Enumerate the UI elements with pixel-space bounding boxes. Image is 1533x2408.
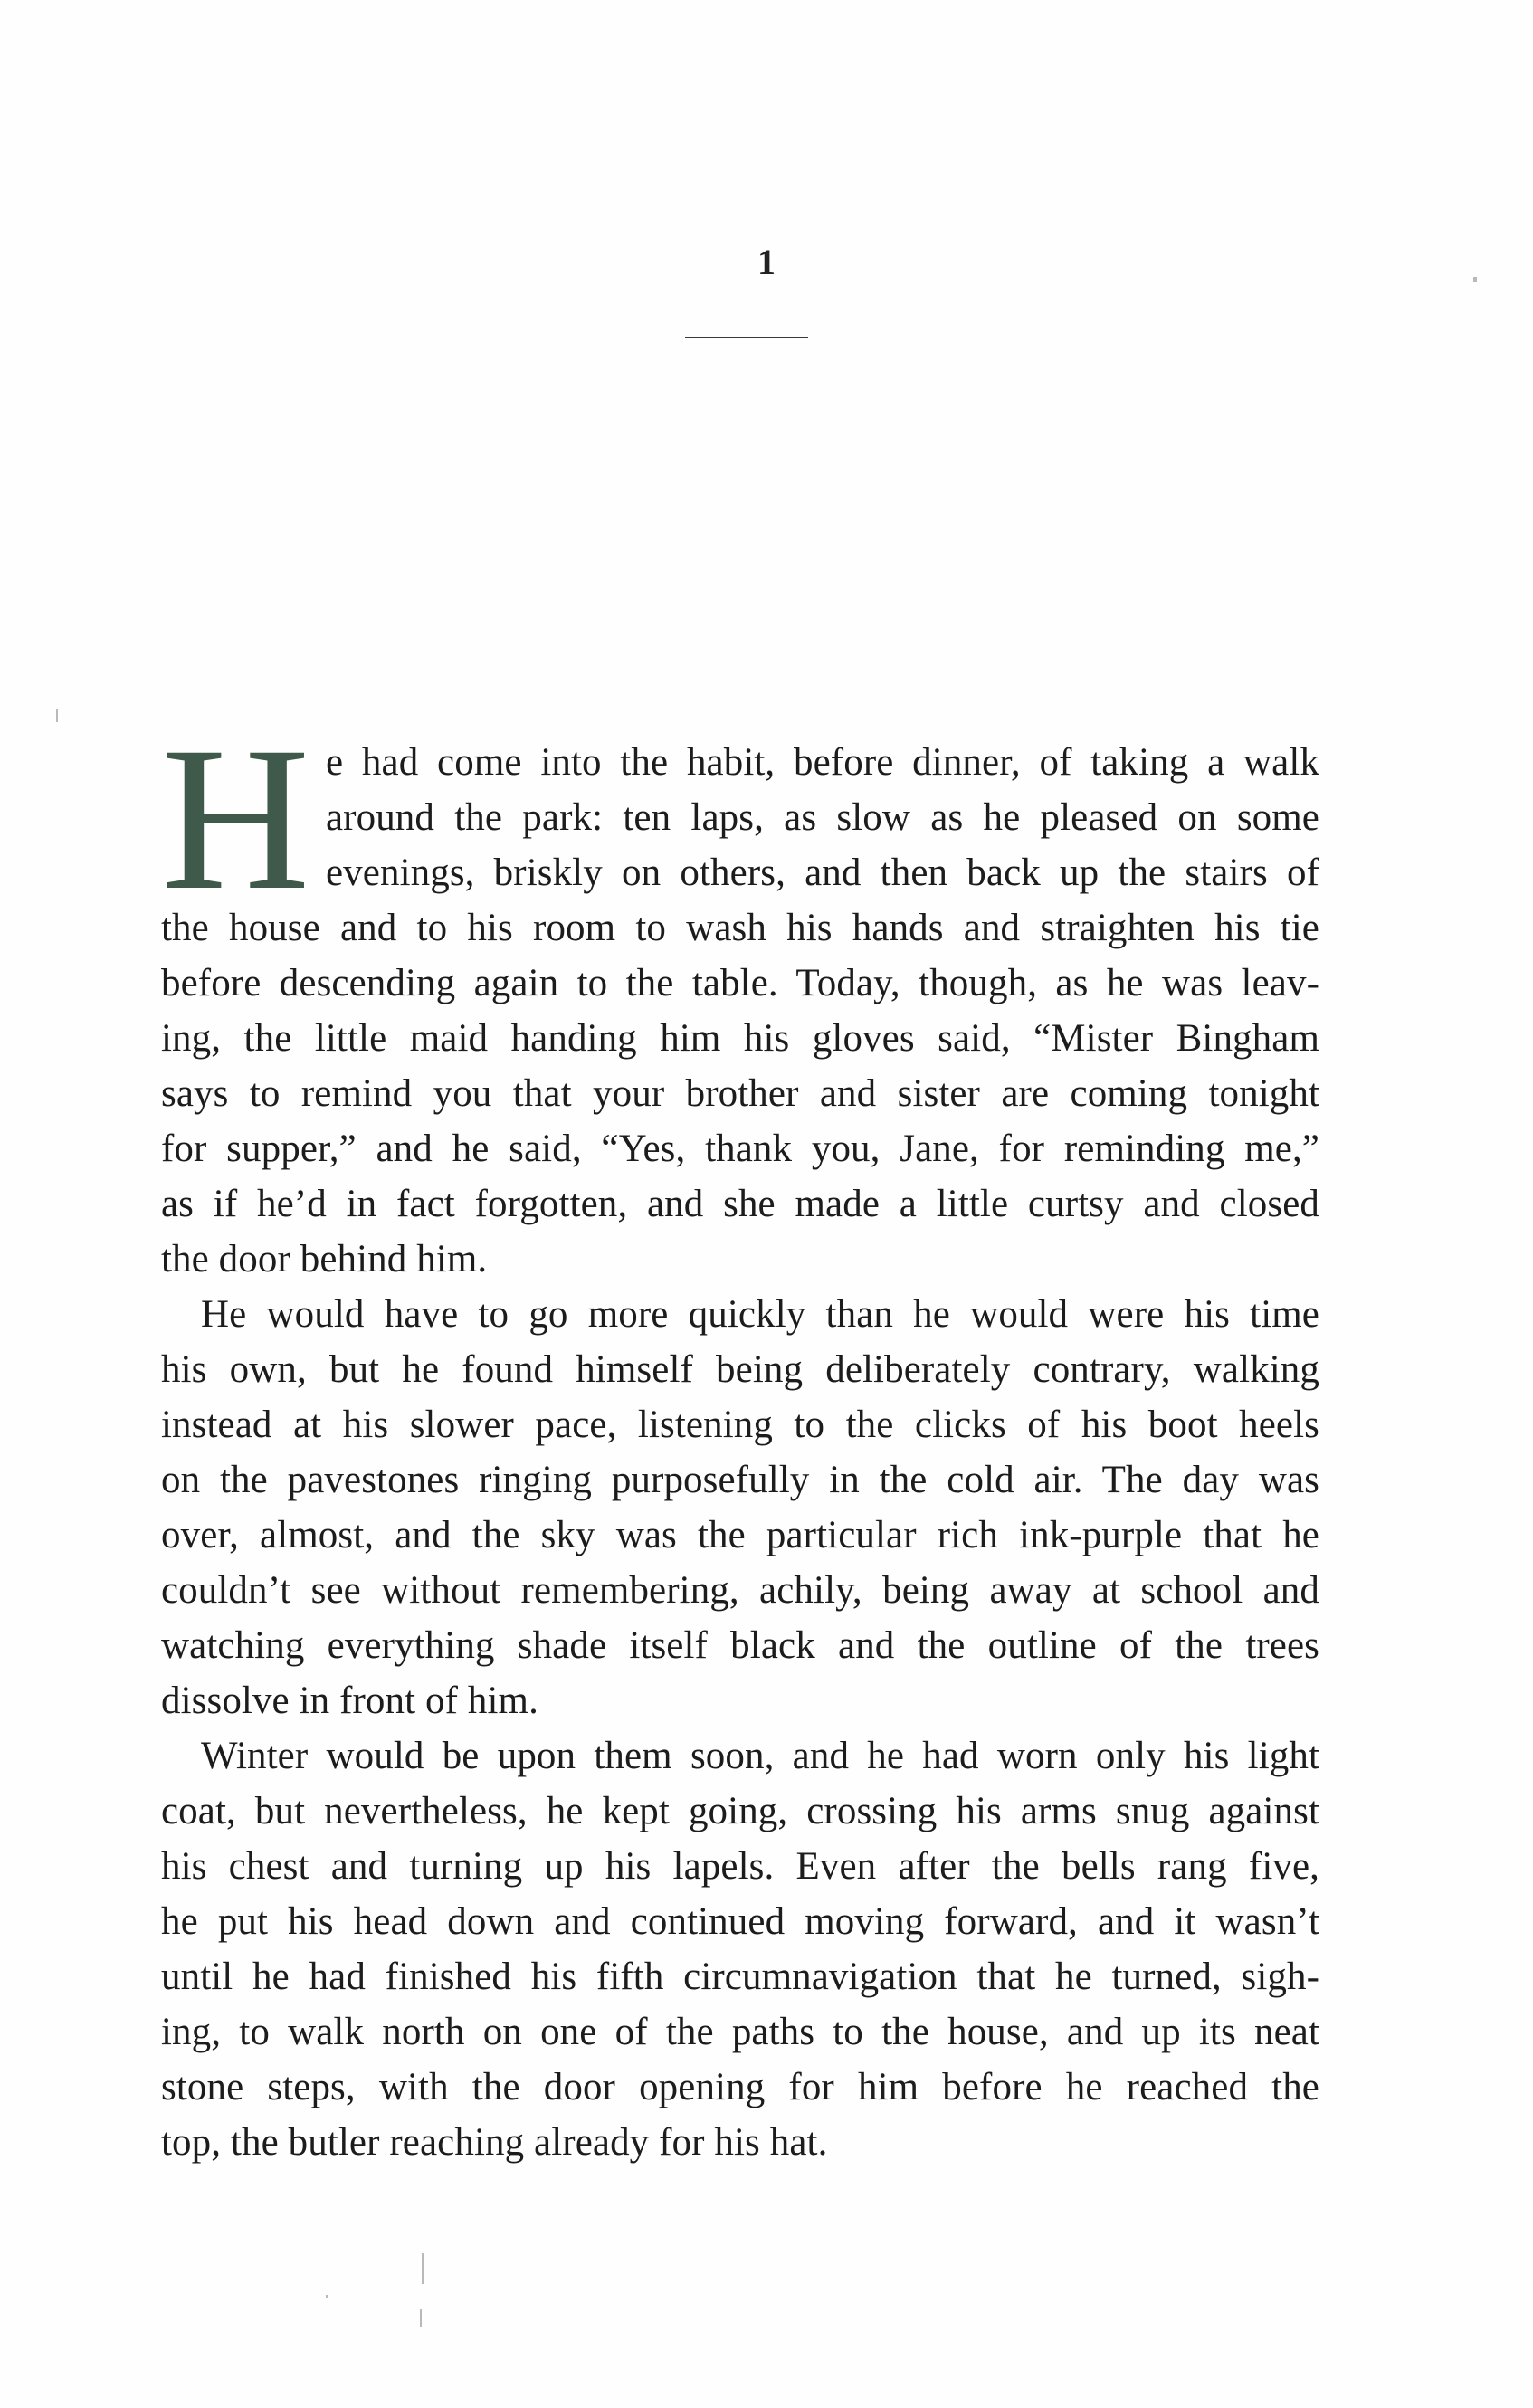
text-line: ing, the little maid handing him his gloves said, “Mister Bingham: [161, 1017, 1319, 1060]
text-line: until he had finished his fifth circumnavigation that he turned, sigh-: [161, 1956, 1319, 1998]
body-text: [161, 705, 1319, 2170]
scan-speck: [56, 709, 58, 722]
text-line: says to remind you that your brother and sister are coming tonight: [161, 1072, 1319, 1115]
text-line: instead at his slower pace, listening to the clicks of his boot heels: [161, 1404, 1319, 1446]
text-line: watching everything shade itself black and the outline of the trees: [161, 1624, 1319, 1667]
text-line: stone steps, with the door opening for him before he reached the: [161, 2066, 1319, 2108]
text-line: over, almost, and the sky was the particular rich ink-purple that he: [161, 1514, 1319, 1556]
text-line: the door behind him.: [161, 1238, 488, 1280]
text-line: coat, but nevertheless, he kept going, crossing his arms snug against: [161, 1790, 1319, 1832]
text-line: on the pavestones ringing purposefully in the cold air. The day was: [161, 1459, 1319, 1501]
text-line: evenings, briskly on others, and then back up the stairs of: [326, 852, 1319, 894]
text-line: around the park: ten laps, as slow as he pleased on some: [326, 796, 1319, 839]
scan-speck: [326, 2295, 328, 2298]
chapter-rule: [685, 337, 808, 338]
text-line: he put his head down and continued moving forward, and it wasn’t: [161, 1900, 1319, 1943]
drop-cap: H: [161, 705, 310, 933]
text-line: He would have to go more quickly than he would were his time: [201, 1293, 1319, 1336]
paragraph-3: [161, 1728, 1319, 2170]
text-line: Winter would be upon them soon, and he had worn only his light: [201, 1735, 1319, 1777]
text-line: for supper,” and he said, “Yes, thank you, Jane, for reminding me,”: [161, 1128, 1319, 1170]
scan-speck: [420, 2309, 422, 2327]
scan-speck: [1473, 277, 1477, 282]
text-line: e had come into the habit, before dinner, of taking a walk: [326, 741, 1319, 784]
text-line: dissolve in front of him.: [161, 1680, 538, 1722]
chapter-number: 1: [757, 242, 776, 282]
text-line: the house and to his room to wash his hands and straighten his tie: [161, 907, 1319, 949]
paragraph-2: [161, 1287, 1319, 1728]
scan-speck: [422, 2253, 424, 2284]
text-line: his chest and turning up his lapels. Even after the bells rang five,: [161, 1845, 1319, 1888]
text-line: his own, but he found himself being deliberately contrary, walking: [161, 1348, 1319, 1391]
text-line: before descending again to the table. Today, though, as he was leav-: [161, 962, 1319, 1004]
text-line: couldn’t see without remembering, achily, being away at school and: [161, 1569, 1319, 1612]
text-line: ing, to walk north on one of the paths to the house, and up its neat: [161, 2011, 1319, 2053]
text-line: top, the butler reaching already for his hat.: [161, 2121, 828, 2164]
text-line: as if he’d in fact forgotten, and she made a little curtsy and closed: [161, 1183, 1319, 1225]
paragraph-1: [161, 705, 1319, 1287]
